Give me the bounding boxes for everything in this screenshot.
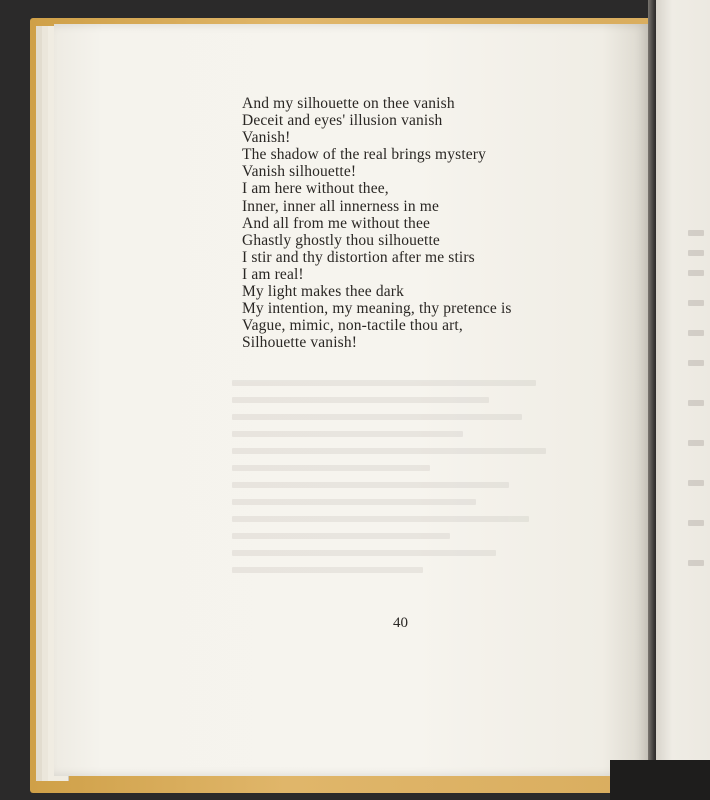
facing-page-text-fragment (688, 520, 704, 526)
poem-text (242, 95, 512, 351)
poem-line: My light makes thee dark (242, 283, 405, 301)
scan-background-corner (610, 760, 710, 800)
facing-page-text-fragment (688, 360, 704, 366)
poem-line: My intention, my meaning, thy pretence is (242, 300, 512, 318)
show-through-text (232, 380, 562, 610)
poem-line: Deceit and eyes' illusion vanish (242, 112, 443, 130)
facing-page-text-fragment (688, 330, 704, 336)
facing-page-text-fragment (688, 270, 704, 276)
poem-line: I am real! (242, 265, 304, 283)
facing-page-text-fragment (688, 480, 704, 486)
poem-line: Silhouette vanish! (242, 334, 358, 352)
poem-line: And all from me without thee (242, 214, 431, 232)
poem-line: I stir and thy distortion after me stirs (242, 248, 475, 266)
facing-page-text-fragment (688, 300, 704, 306)
poem-line: The shadow of the real brings mystery (242, 146, 487, 164)
poem-line: Vanish! (242, 129, 291, 147)
poem-line: Vague, mimic, non-tactile thou art, (242, 317, 463, 335)
poem-line: Ghastly ghostly thou silhouette (242, 231, 440, 249)
facing-page-text-fragment (688, 400, 704, 406)
facing-page-text-fragment (688, 560, 704, 566)
facing-page-text-fragment (688, 440, 704, 446)
poem-line: Vanish silhouette! (242, 163, 357, 181)
poem-line: I am here without thee, (242, 180, 389, 198)
poem-line: And my silhouette on thee vanish (242, 95, 455, 112)
facing-page-text-fragment (688, 230, 704, 236)
poem-line: Inner, inner all innerness in me (242, 197, 440, 215)
facing-page-text-fragment (688, 250, 704, 256)
page-number: 40 (393, 615, 408, 631)
